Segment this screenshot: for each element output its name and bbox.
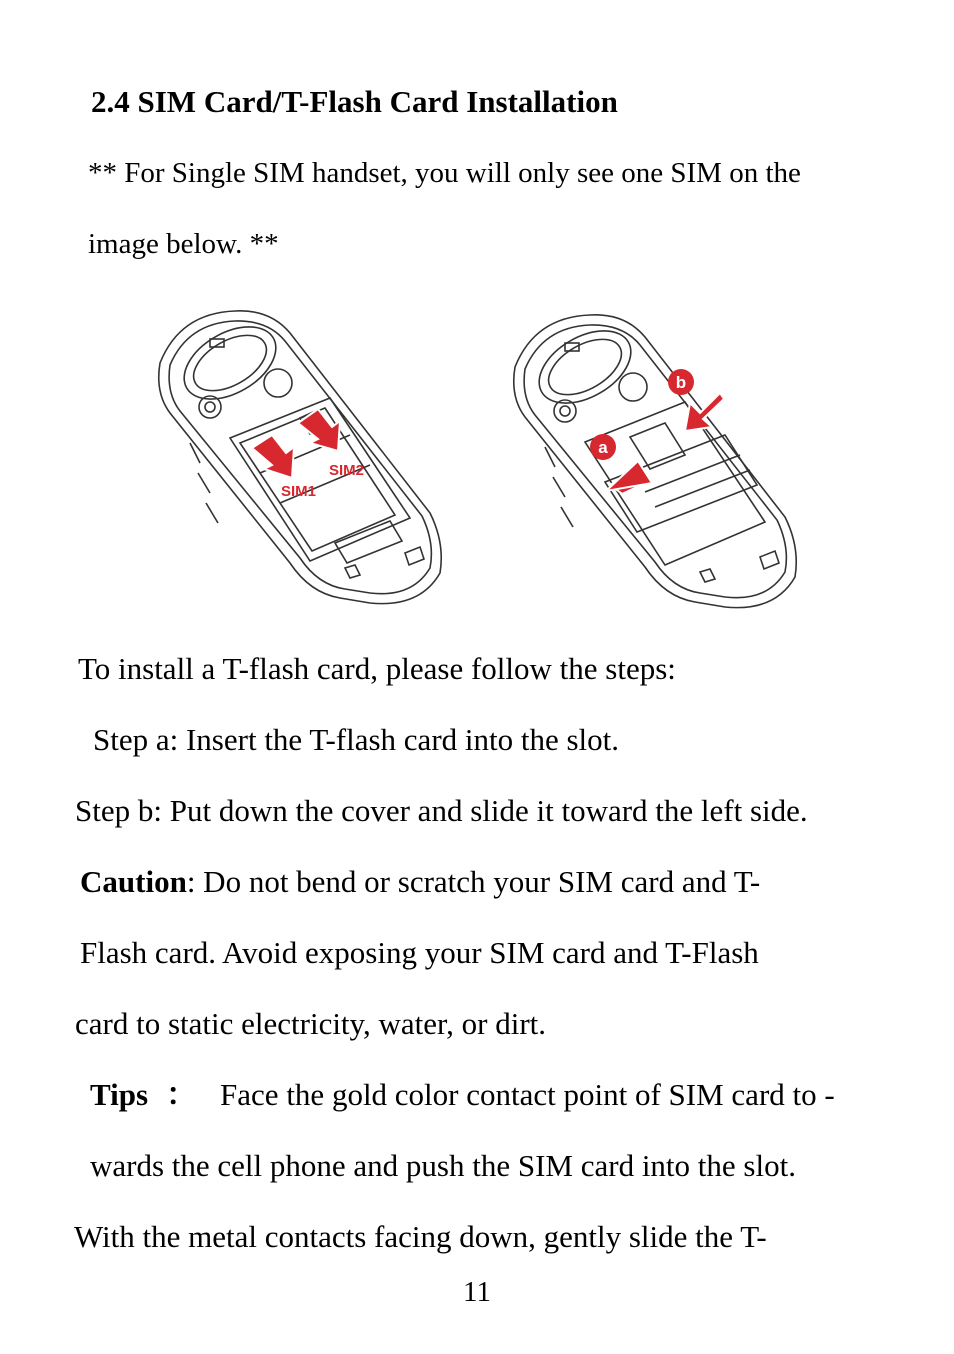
tips-label: Tips [90,1077,149,1112]
caution-label: Caution [80,864,187,899]
tips-separator: ： [166,1077,198,1112]
left-phone-illustration [159,311,442,604]
tips-line-2: wards the cell phone and push the SIM card into the slot. [90,1148,796,1183]
step-a-label: a [598,438,608,457]
sim1-label: SIM1 [281,483,317,500]
intro-text: To install a T-flash card, please follow the steps: [78,651,676,686]
caution-line-3: card to static electricity, water, or dirt. [75,1006,547,1041]
tips-line-1 [90,1077,835,1113]
tips-text-1: Face the gold color contact point of SIM card to - [220,1077,835,1112]
step-b-label: b [675,373,687,392]
note-line-1: ** For Single SIM handset, you will only see one SIM on the [88,157,801,189]
caution-text-1: : Do not bend or scratch your SIM card and T- [186,864,761,899]
page-number: 11 [463,1276,491,1308]
caution-line-1 [80,864,760,900]
section-heading: 2.4 SIM Card/T-Flash Card Installation [91,84,618,119]
sim2-label: SIM2 [329,462,365,479]
installation-figure [140,303,820,613]
step-b-text: Step b: Put down the cover and slide it toward the left side. [75,793,808,828]
note-line-2: image below. ** [88,228,279,260]
right-phone-illustration [514,315,797,608]
last-line: With the metal contacts facing down, gently slide the T- [74,1219,767,1254]
caution-line-2: Flash card. Avoid exposing your SIM card and T-Flash [80,935,759,970]
step-a-text: Step a: Insert the T-flash card into the slot. [93,722,620,757]
